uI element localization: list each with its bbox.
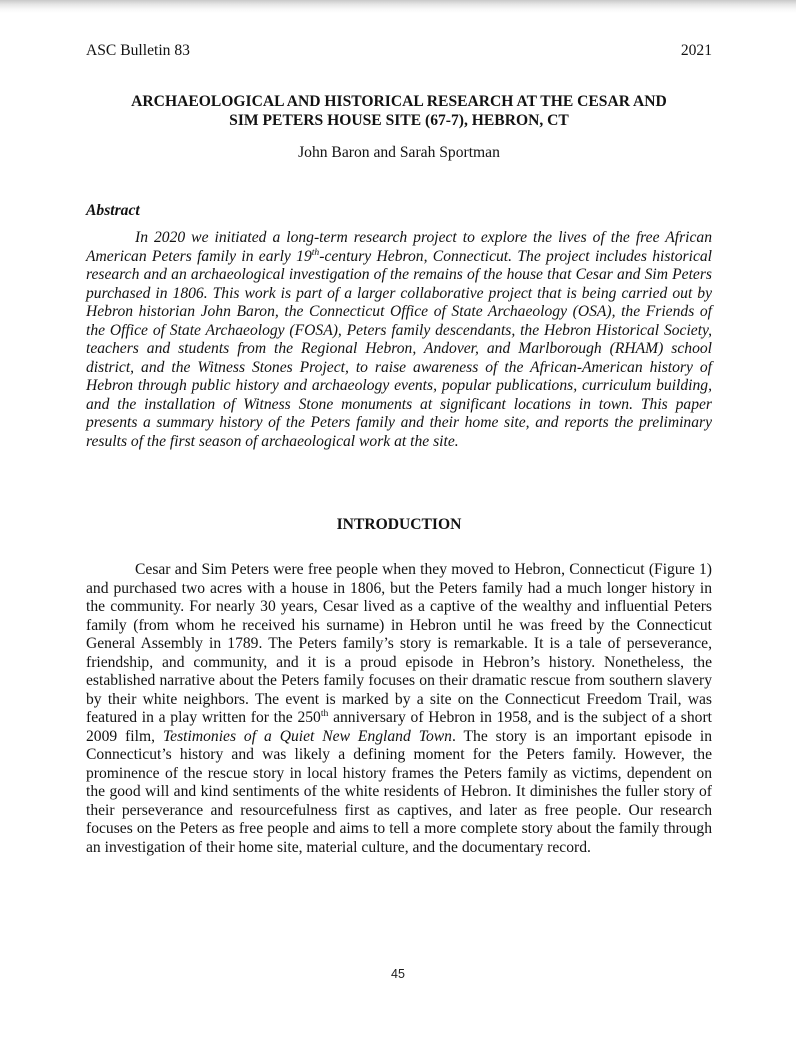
- abstract-heading: Abstract: [86, 202, 140, 219]
- title-block: [86, 92, 712, 162]
- article-title-line2: SIM PETERS HOUSE SITE (67-7), HEBRON, CT: [229, 112, 569, 129]
- running-header: [86, 43, 712, 59]
- running-header-year: 2021: [680, 42, 712, 59]
- page-number: 45: [391, 967, 405, 981]
- abstract-paragraph: In 2020 we initiated a long-term research project to explore the lives of the free African American Peters family in early 19th-century Hebron, Connecticut. The project includes historical research and an archaeological investigation of the remains of the house that Cesar and Sim Peters purchased in 1806. This work is part of a larger collaborative project that is being carried out by Hebron historian John Baron, the Connecticut Office of State Archaeology (OSA), the Friends of the Office of State Archaeology (FOSA), Peters family descendants, the Hebron Historical Society, teachers and students from the Regional Hebron, Andover, and Marlborough (RHAM) school district, and the Witness Stones Project, to raise awareness of the African-American history of Hebron through public history and archaeology events, popular publications, curriculum building, and the installation of Witness Stone monuments at significant locations in town. This paper presents a summary history of the Peters family and their home site, and reports the preliminary results of the first season of archaeological work at the site.: [86, 229, 712, 450]
- introduction-heading: INTRODUCTION: [336, 516, 462, 533]
- introduction-paragraph: Cesar and Sim Peters were free people when they moved to Hebron, Connecticut (Figure 1) and purchased two acres with a house in 1806, but the Peters family had a much longer history in the community. For nearly 30 years, Cesar lived as a captive of the wealthy and influential Peters family (from whom he received his surname) in Hebron until he was freed by the Connecticut General Assembly in 1789. The Peters family’s story is remarkable. It is a tale of perseverance, friendship, and community, and it is a proud episode in Hebron’s history. Nonetheless, the established narrative about the Peters family focuses on their dramatic rescue from southern slavery by their white neighbors. The event is marked by a site on the Connecticut Freedom Trail, was featured in a play written for the 250th anniversary of Hebron in 1958, and is the subject of a short 2009 film, Testimonies of a Quiet New England Town. The story is an important episode in Connecticut’s history and was likely a defining moment for the Peters family. However, the prominence of the rescue story in local history frames the Peters family as victims, dependent on the good will and kind sentiments of the white residents of Hebron. It diminishes the fuller story of their perseverance and resourcefulness first as captives, and later as free people. Our research focuses on the Peters as free people and aims to tell a more complete story about the family through an investigation of their home site, material culture, and the documentary record.: [86, 561, 713, 856]
- article-title-line1: ARCHAEOLOGICAL AND HISTORICAL RESEARCH AT THE CESAR AND: [131, 93, 667, 110]
- running-header-journal: ASC Bulletin 83: [86, 42, 190, 59]
- authors-byline: John Baron and Sarah Sportman: [298, 144, 500, 161]
- top-shadow: [0, 0, 796, 13]
- article-title: [86, 92, 712, 130]
